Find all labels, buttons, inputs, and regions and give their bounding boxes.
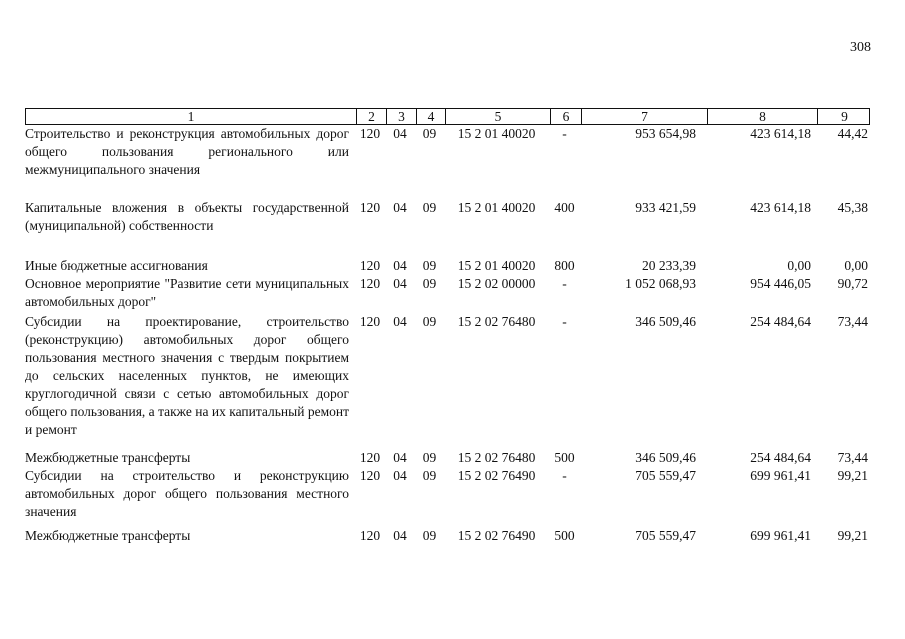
row-c5: 15 2 02 76480 [457,314,536,329]
row-c4: 09 [422,200,437,215]
row-c7: 953 654,98 [635,126,696,141]
row-c7: 933 421,59 [635,200,696,215]
row-c9: 99,21 [837,528,868,543]
table-row [25,257,870,275]
row-c7: 705 559,47 [635,528,696,543]
table-row [25,199,870,257]
row-c2: 120 [359,200,381,215]
header-col-8: 8 [707,109,817,124]
row-name: Основное мероприятие "Развитие сети муниципальных автомобильных дорог" [25,276,349,309]
row-c5: 15 2 01 40020 [457,126,536,141]
row-c4: 09 [422,258,437,273]
table-header [25,108,870,125]
row-c8: 254 484,64 [750,450,811,465]
header-col-6: 6 [550,109,581,124]
row-c2: 120 [359,528,381,543]
row-name: Субсидии на проектирование, строительство (реконструкцию) автомобильных дорог общего пользования местного значения с твердым покрытием до сельских населенных пунктов, не имеющих круглогодичной связи с сетью автомобильных дорог общего пользования, а также на их капитальный ремонт и ремонт [25,314,349,437]
row-c6: - [562,126,567,141]
row-c7: 346 509,46 [635,314,696,329]
row-c2: 120 [359,258,381,273]
header-col-7: 7 [581,109,707,124]
row-c5: 15 2 02 76490 [457,528,536,543]
row-c2: 120 [359,468,381,483]
row-c5: 15 2 02 76490 [457,468,536,483]
row-c8: 254 484,64 [750,314,811,329]
row-name: Межбюджетные трансферты [25,528,191,543]
row-c9: 0,00 [844,258,868,273]
row-c5: 15 2 02 76480 [457,450,536,465]
row-c9: 44,42 [837,126,868,141]
row-c9: 90,72 [837,276,868,291]
row-c8: 423 614,18 [750,126,811,141]
row-c3: 04 [393,200,407,215]
table-row [25,125,870,199]
row-c4: 09 [422,528,437,543]
row-c4: 09 [422,450,437,465]
row-c8: 423 614,18 [750,200,811,215]
row-c6: - [562,276,567,291]
row-c3: 04 [393,126,407,141]
row-c3: 04 [393,258,407,273]
row-c6: 500 [554,528,575,543]
row-name: Капитальные вложения в объекты государственной (муниципальной) собственности [25,200,349,233]
row-c6: - [562,314,567,329]
row-c2: 120 [359,450,381,465]
row-c4: 09 [422,314,437,329]
row-c6: - [562,468,567,483]
row-c4: 09 [422,126,437,141]
row-c2: 120 [359,276,381,291]
row-c5: 15 2 02 00000 [457,276,536,291]
row-c5: 15 2 01 40020 [457,200,536,215]
row-c2: 120 [359,314,381,329]
row-c7: 346 509,46 [635,450,696,465]
row-c4: 09 [422,468,437,483]
row-c4: 09 [422,276,437,291]
header-col-5: 5 [445,109,550,124]
row-c3: 04 [393,276,407,291]
row-name: Субсидии на строительство и реконструкцию автомобильных дорог общего пользования местного значения [25,468,349,519]
row-c3: 04 [393,314,407,329]
table-row [25,449,870,467]
row-name: Межбюджетные трансферты [25,450,191,465]
row-c3: 04 [393,450,407,465]
row-c3: 04 [393,468,407,483]
page-number: 308 [850,40,871,55]
header-col-2: 2 [356,109,386,124]
row-c8: 954 446,05 [750,276,811,291]
row-c6: 400 [554,200,575,215]
row-c2: 120 [359,126,381,141]
table-row [25,275,870,313]
table-row [25,527,870,545]
row-c9: 99,21 [837,468,868,483]
row-c8: 0,00 [787,258,811,273]
row-name: Строительство и реконструкция автомобильных дорог общего пользования регионального или межмуниципального значения [25,126,349,177]
row-c9: 73,44 [837,450,868,465]
table-row [25,313,870,449]
row-c9: 73,44 [837,314,868,329]
row-c8: 699 961,41 [750,528,811,543]
row-c8: 699 961,41 [750,468,811,483]
header-col-9: 9 [817,109,871,124]
row-c6: 800 [554,258,575,273]
row-c7: 20 233,39 [642,258,696,273]
row-c5: 15 2 01 40020 [457,258,536,273]
row-c3: 04 [393,528,407,543]
header-col-1: 1 [187,109,195,124]
row-c7: 1 052 068,93 [625,276,696,291]
row-c9: 45,38 [837,200,868,215]
header-col-4: 4 [416,109,445,124]
budget-table [25,108,870,545]
row-name: Иные бюджетные ассигнования [25,258,208,273]
row-c6: 500 [554,450,575,465]
row-c7: 705 559,47 [635,468,696,483]
table-row [25,467,870,527]
header-col-3: 3 [386,109,416,124]
